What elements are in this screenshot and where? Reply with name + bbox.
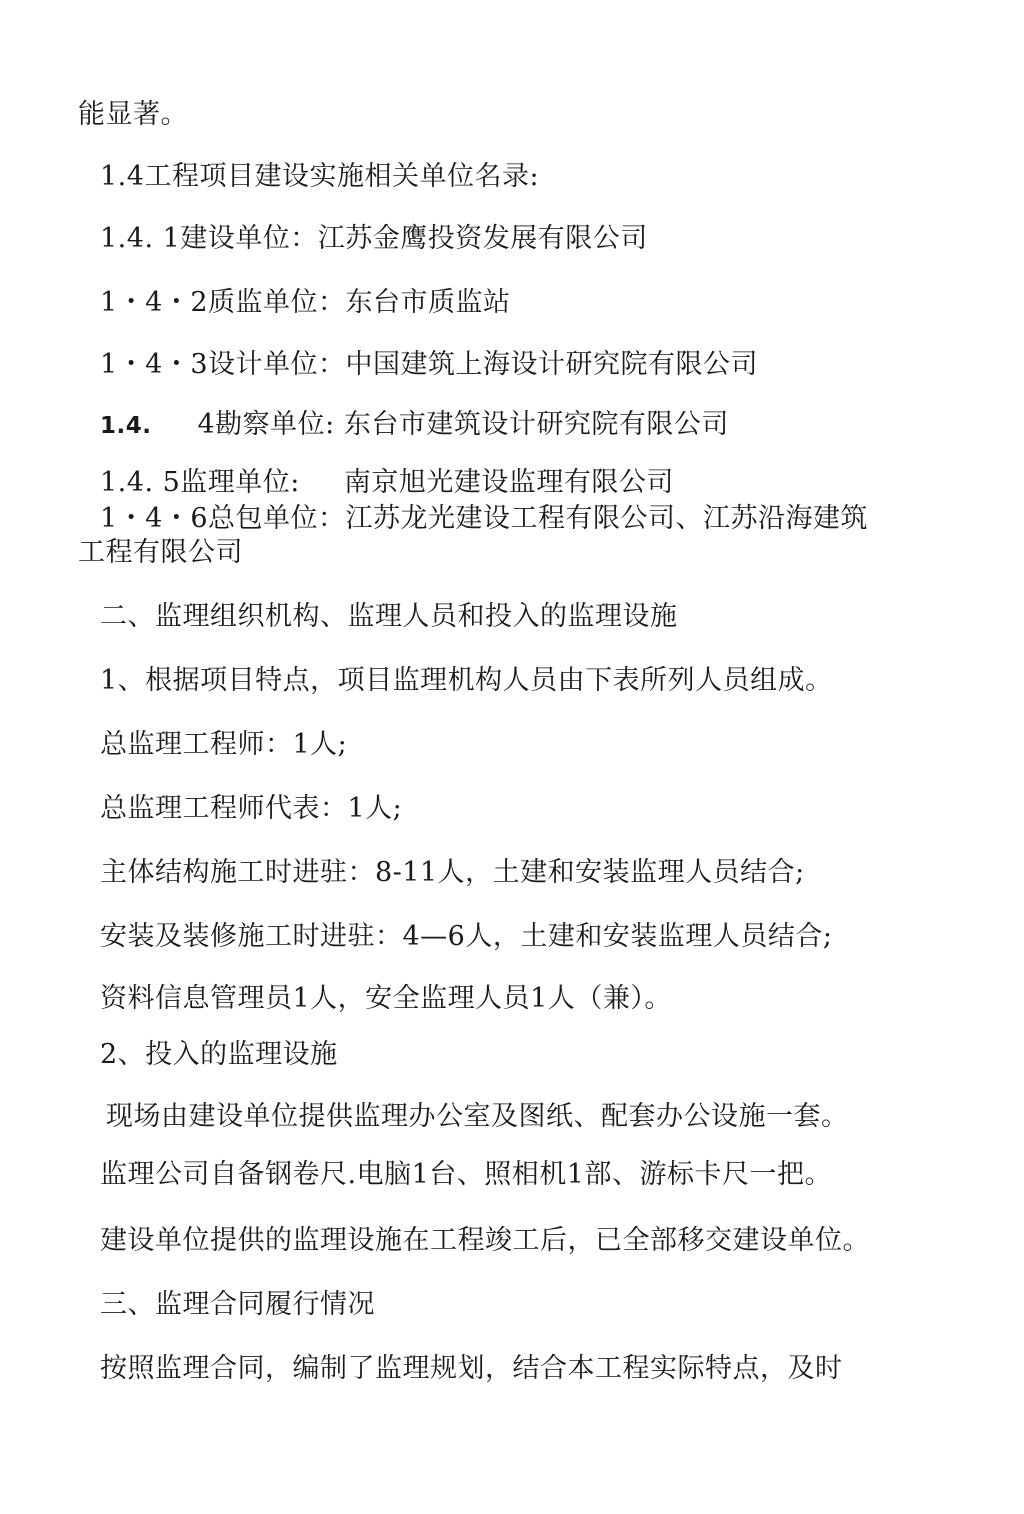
item-1-4-4-number: 1.4. [100,413,152,439]
item-1-4-6-continuation: 工程有限公司 [78,537,243,568]
section-1-4-heading: 1.4工程项目建设实施相关单位名录: [100,161,540,192]
item-1-4-1: 1.4. 1建设单位：江苏金鹰投资发展有限公司 [100,223,648,254]
facility-office: 现场由建设单位提供监理办公室及图纸、配套办公设施一套。 [106,1101,849,1132]
item-1-4-5-label: 1.4. 5监理单位: [100,467,300,498]
staff-installation: 安装及装修施工时进驻：4—6人，土建和安装监理人员结合; [100,921,833,952]
staff-main-structure: 主体结构施工时进驻：8-11人，土建和安装监理人员结合; [100,857,805,888]
subsection-2-2: 2、投入的监理设施 [100,1039,338,1070]
item-1-4-5 [100,466,674,500]
section-3-heading: 三、监理合同履行情况 [100,1289,375,1320]
section-2-heading: 二、监理组织机构、监理人员和投入的监理设施 [100,601,678,632]
item-1-4-3: 1・4・3设计单位：中国建筑上海设计研究院有限公司 [100,349,759,380]
item-1-4-4-text: 4勘察单位: 东台市建筑设计研究院有限公司 [197,409,729,440]
staff-chief-engineer: 总监理工程师：1人; [100,729,348,760]
facility-handover: 建设单位提供的监理设施在工程竣工后，已全部移交建设单位。 [100,1225,870,1256]
item-1-4-2: 1・4・2质监单位：东台市质监站 [100,287,511,318]
facility-equipment: 监理公司自备钢卷尺.电脑1台、照相机1部、游标卡尺一把。 [100,1159,832,1190]
section-3-paragraph: 按照监理合同，编制了监理规划，结合本工程实际特点，及时 [100,1353,843,1384]
item-1-4-6: 1・4・6总包单位：江苏龙光建设工程有限公司、江苏沿海建筑 [100,503,869,534]
staff-chief-representative: 总监理工程师代表：1人; [100,793,403,824]
item-1-4-5-text: 南京旭光建设监理有限公司 [343,467,674,498]
item-1-4-4 [100,408,729,443]
staff-info-safety: 资料信息管理员1人，安全监理人员1人（兼）。 [100,983,672,1014]
subsection-2-1: 1、根据项目特点，项目监理机构人员由下表所列人员组成。 [100,665,833,696]
paragraph-continuation: 能显著。 [78,99,188,130]
